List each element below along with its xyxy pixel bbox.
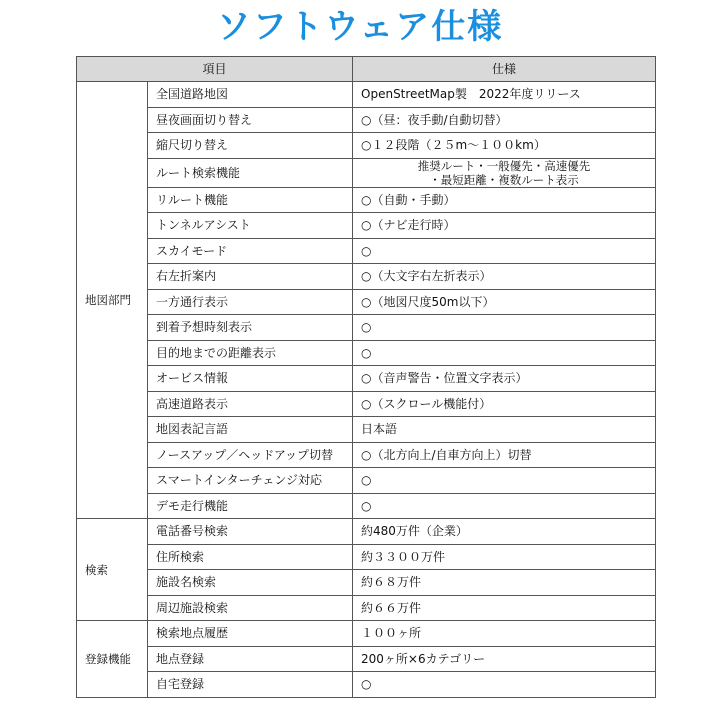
table-row (77, 366, 656, 392)
item-cell: 自宅登録 (148, 672, 353, 698)
table-row (77, 264, 656, 290)
item-cell: 右左折案内 (148, 264, 353, 290)
table-row (77, 213, 656, 239)
item-cell: トンネルアシスト (148, 213, 353, 239)
spec-table (76, 56, 656, 698)
spec-cell: OpenStreetMap製 2022年度リリース (353, 82, 656, 108)
table-row (77, 519, 656, 545)
spec-cell: １００ヶ所 (353, 621, 656, 647)
table-row (77, 315, 656, 341)
item-cell: 検索地点履歴 (148, 621, 353, 647)
table-row (77, 82, 656, 108)
category-register: 登録機能 (77, 621, 148, 698)
item-cell: スマートインターチェンジ対応 (148, 468, 353, 494)
table-row (77, 238, 656, 264)
header-row (77, 57, 656, 82)
spec-cell: ○１２段階（２５m～１００km） (353, 133, 656, 159)
table-row (77, 621, 656, 647)
item-cell: デモ走行機能 (148, 493, 353, 519)
table-row (77, 468, 656, 494)
item-cell: スカイモード (148, 238, 353, 264)
table-row (77, 158, 656, 187)
item-cell: 周辺施設検索 (148, 595, 353, 621)
table-row (77, 544, 656, 570)
spec-cell: ○（大文字右左折表示） (353, 264, 656, 290)
table-row (77, 133, 656, 159)
table-row (77, 442, 656, 468)
item-cell: 昼夜画面切り替え (148, 107, 353, 133)
spec-cell: ○（スクロール機能付） (353, 391, 656, 417)
spec-line: ・最短距離・複数ルート表示 (429, 172, 579, 187)
item-cell: 全国道路地図 (148, 82, 353, 108)
spec-cell: 約６８万件 (353, 570, 656, 596)
item-cell: 縮尺切り替え (148, 133, 353, 159)
item-cell: 到着予想時刻表示 (148, 315, 353, 341)
table-row (77, 672, 656, 698)
item-cell: 地点登録 (148, 646, 353, 672)
table-row (77, 417, 656, 443)
item-cell: ノースアップ／ヘッドアップ切替 (148, 442, 353, 468)
spec-cell: ○（ナビ走行時） (353, 213, 656, 239)
spec-cell: ○ (353, 340, 656, 366)
table-row (77, 187, 656, 213)
table-row (77, 493, 656, 519)
table-row (77, 595, 656, 621)
spec-cell: ○ (353, 468, 656, 494)
spec-cell: 約３３００万件 (353, 544, 656, 570)
spec-cell: ○ (353, 238, 656, 264)
spec-cell: 200ヶ所×6カテゴリー (353, 646, 656, 672)
header-spec: 仕様 (353, 57, 656, 82)
spec-cell: 日本語 (353, 417, 656, 443)
page-title: ソフトウェア仕様 (216, 7, 504, 47)
table-row (77, 570, 656, 596)
spec-cell-multiline (353, 158, 656, 187)
item-cell: 住所検索 (148, 544, 353, 570)
spec-cell: ○（昼：夜手動/自動切替） (353, 107, 656, 133)
item-cell: オービス情報 (148, 366, 353, 392)
spec-cell: 約480万件（企業） (353, 519, 656, 545)
item-cell: ルート検索機能 (148, 158, 353, 187)
item-cell: リルート機能 (148, 187, 353, 213)
header-item: 項目 (77, 57, 353, 82)
table-row (77, 340, 656, 366)
spec-cell: 約６６万件 (353, 595, 656, 621)
table-row (77, 107, 656, 133)
category-search: 検索 (77, 519, 148, 621)
item-cell: 高速道路表示 (148, 391, 353, 417)
table-row (77, 391, 656, 417)
spec-cell: ○（地図尺度50m以下） (353, 289, 656, 315)
spec-cell: ○（音声警告・位置文字表示） (353, 366, 656, 392)
item-cell: 電話番号検索 (148, 519, 353, 545)
table-row (77, 289, 656, 315)
spec-cell: ○ (353, 493, 656, 519)
table-row (77, 646, 656, 672)
item-cell: 目的地までの距離表示 (148, 340, 353, 366)
spec-cell: ○（自動・手動） (353, 187, 656, 213)
category-map: 地図部門 (77, 82, 148, 519)
spec-cell: ○ (353, 672, 656, 698)
item-cell: 一方通行表示 (148, 289, 353, 315)
item-cell: 地図表記言語 (148, 417, 353, 443)
spec-cell: ○（北方向上/自車方向上）切替 (353, 442, 656, 468)
spec-line: 推奨ルート・一般優先・高速優先 (417, 158, 591, 173)
item-cell: 施設名検索 (148, 570, 353, 596)
spec-cell: ○ (353, 315, 656, 341)
